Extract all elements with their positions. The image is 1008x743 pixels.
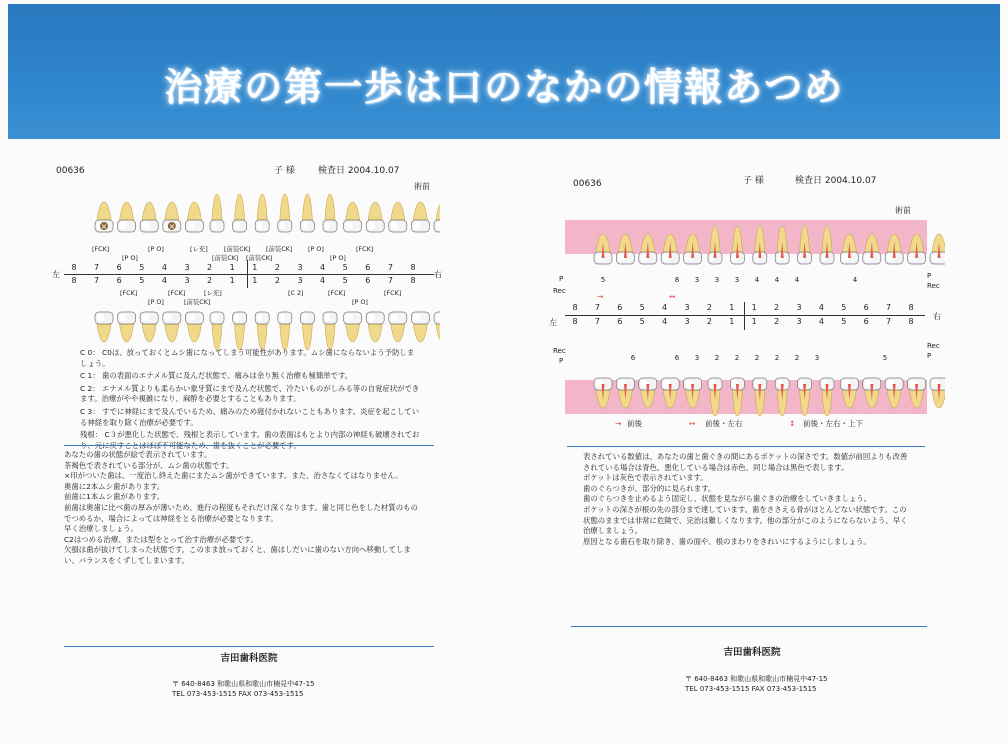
tooth-number: 5 bbox=[639, 317, 645, 326]
tooth-number: 2 bbox=[274, 263, 280, 272]
tooth bbox=[908, 378, 926, 408]
tooth-number: 8 bbox=[410, 276, 416, 285]
tooth bbox=[820, 378, 834, 416]
tooth-number: 6 bbox=[116, 276, 122, 285]
tooth bbox=[278, 194, 292, 232]
divider bbox=[571, 626, 927, 627]
tooth-number: 5 bbox=[139, 276, 145, 285]
tooth-number: 7 bbox=[594, 317, 600, 326]
tooth-number: 7 bbox=[594, 303, 600, 312]
treatment-tag: [レ充] bbox=[190, 245, 208, 253]
pocket-depth: 2 bbox=[794, 354, 800, 362]
tooth-number: 2 bbox=[774, 303, 780, 312]
tooth bbox=[411, 312, 429, 342]
caries-legend bbox=[80, 348, 420, 453]
tooth bbox=[661, 234, 679, 264]
side-right-label: 右 bbox=[434, 270, 442, 279]
pocket-depth: 3 bbox=[734, 276, 740, 284]
tooth-number: 4 bbox=[662, 303, 668, 312]
tooth-number: 5 bbox=[139, 263, 145, 272]
midline-axis bbox=[565, 315, 925, 316]
desc-line: 表されている数値は、あなたの歯と歯ぐきの間にあるポケットの深さです。数値が前回よりも改善されている場合は青色、悪化している場合は赤色、同じ場合は黒色で表します。 bbox=[583, 452, 908, 472]
tooth-number: 1 bbox=[252, 276, 258, 285]
tooth-number: 1 bbox=[729, 317, 735, 326]
tooth-number: 7 bbox=[387, 263, 393, 272]
lower-teeth-illustration bbox=[545, 364, 945, 416]
tooth bbox=[344, 202, 362, 232]
caries-chart-panel bbox=[40, 160, 440, 720]
tooth-number: 5 bbox=[841, 303, 847, 312]
recession-label: Rec bbox=[553, 347, 566, 355]
clinic-phone: TEL 073-453-1515 FAX 073-453-1515 bbox=[172, 690, 304, 698]
arrow-icon: ↔ bbox=[689, 419, 696, 428]
pocket-depth: 6 bbox=[630, 354, 636, 362]
tooth-number: 2 bbox=[706, 303, 712, 312]
header-banner bbox=[8, 4, 1000, 139]
tooth-number: 2 bbox=[207, 263, 213, 272]
treatment-tag: [C 2] bbox=[288, 289, 304, 297]
tooth bbox=[95, 202, 113, 232]
tooth bbox=[594, 234, 612, 264]
tooth bbox=[820, 226, 834, 264]
tooth-number: 4 bbox=[161, 276, 167, 285]
arrow-icon: → bbox=[615, 419, 622, 428]
pocket-depth: 3 bbox=[714, 276, 720, 284]
patient-name: 子 様 bbox=[274, 166, 295, 176]
exam-date: 検査日 2004.10.07 bbox=[318, 166, 400, 176]
tooth-number: 5 bbox=[342, 276, 348, 285]
legend-c1: C 1： 歯の表面のエナメル質に及んだ状態で、痛みは余り無く治療も極簡単です。 bbox=[80, 371, 353, 381]
pocket-depth: 4 bbox=[852, 276, 858, 284]
tooth-number: 7 bbox=[387, 276, 393, 285]
tooth bbox=[140, 312, 158, 342]
tooth-number: 7 bbox=[886, 317, 892, 326]
tooth-number: 6 bbox=[116, 263, 122, 272]
tooth-number: 2 bbox=[706, 317, 712, 326]
tooth-number: 3 bbox=[796, 317, 802, 326]
treatment-tag: [前装CK] bbox=[184, 298, 211, 306]
tooth bbox=[185, 312, 203, 342]
tooth-number: 8 bbox=[572, 303, 578, 312]
tooth-number: 3 bbox=[297, 276, 303, 285]
patient-name: 子 様 bbox=[743, 176, 764, 186]
tooth-number: 4 bbox=[662, 317, 668, 326]
tooth-number: 2 bbox=[274, 276, 280, 285]
tooth bbox=[730, 378, 744, 416]
pocket-depth: 3 bbox=[694, 276, 700, 284]
tooth bbox=[434, 202, 440, 232]
tooth bbox=[389, 312, 407, 342]
tooth-number: 1 bbox=[229, 276, 235, 285]
recession-label: Rec bbox=[927, 282, 940, 290]
tooth-number: 6 bbox=[863, 317, 869, 326]
desc-line: ポケットの深さが根の先の部分まで達しています。歯をささえる骨がほとんどない状態です。この状態のままでは非常に危険で、完治は難しくなります。他の部分がこのようにならないよう、早く治療しましょう。 bbox=[583, 504, 908, 536]
treatment-tag: [FCK] bbox=[168, 289, 186, 297]
tooth bbox=[753, 226, 767, 264]
arrow-icon: ↕ bbox=[789, 419, 796, 428]
recession-label: Rec bbox=[927, 342, 940, 350]
upper-teeth-illustration bbox=[545, 218, 945, 270]
tooth bbox=[708, 226, 722, 264]
desc-line: 早く治療しましょう。 bbox=[64, 524, 138, 534]
tooth bbox=[233, 194, 247, 232]
pocket-depth: 2 bbox=[734, 354, 740, 362]
pocket-depth: 4 bbox=[794, 276, 800, 284]
tooth bbox=[185, 202, 203, 232]
tooth bbox=[684, 378, 702, 408]
treatment-tag: [FCK] bbox=[120, 289, 138, 297]
pocket-depth: 5 bbox=[882, 354, 888, 362]
tooth bbox=[594, 378, 612, 408]
tooth bbox=[366, 312, 384, 342]
tooth-number: 1 bbox=[252, 263, 258, 272]
tooth-number: 3 bbox=[796, 303, 802, 312]
tooth-number: 8 bbox=[908, 303, 914, 312]
tooth-number: 1 bbox=[751, 303, 757, 312]
tooth bbox=[210, 194, 224, 232]
tooth bbox=[840, 378, 858, 408]
tooth bbox=[684, 234, 702, 264]
tooth bbox=[163, 312, 181, 342]
tooth-number: 3 bbox=[184, 263, 190, 272]
probing-label: P bbox=[559, 357, 564, 365]
tooth-number: 1 bbox=[229, 263, 235, 272]
treatment-stage: 術前 bbox=[414, 182, 430, 191]
tooth-number: 6 bbox=[863, 303, 869, 312]
pocket-depth: 3 bbox=[694, 354, 700, 362]
tooth-number: 4 bbox=[320, 276, 326, 285]
tooth-number: 5 bbox=[639, 303, 645, 312]
tooth-number: 5 bbox=[342, 263, 348, 272]
tooth bbox=[639, 234, 657, 264]
tooth-number: 7 bbox=[94, 276, 100, 285]
tooth bbox=[323, 312, 337, 350]
tooth-number: 4 bbox=[161, 263, 167, 272]
treatment-tag: [FCK] bbox=[328, 289, 346, 297]
pocket-depth: 5 bbox=[600, 276, 606, 284]
periodontal-description bbox=[583, 452, 913, 547]
tooth bbox=[389, 202, 407, 232]
tooth bbox=[95, 312, 113, 342]
tooth bbox=[775, 226, 789, 264]
desc-line: 歯のぐらつきが、部分的に見られます。 bbox=[583, 483, 716, 493]
tooth-number: 2 bbox=[207, 276, 213, 285]
tooth bbox=[930, 234, 945, 264]
treatment-stage: 術前 bbox=[895, 206, 911, 215]
pocket-depth: 2 bbox=[774, 354, 780, 362]
tooth bbox=[344, 312, 362, 342]
tooth bbox=[300, 194, 314, 232]
treatment-tag: [P O] bbox=[148, 298, 164, 306]
tooth bbox=[798, 378, 812, 416]
patient-id: 00636 bbox=[573, 179, 602, 189]
tooth bbox=[323, 194, 337, 232]
page-title: 治療の第一歩は口のなかの情報あつめ bbox=[163, 65, 844, 109]
exam-date: 検査日 2004.10.07 bbox=[795, 176, 877, 186]
tooth-number: 6 bbox=[365, 263, 371, 272]
tooth-number: 3 bbox=[684, 317, 690, 326]
tooth-number: 6 bbox=[617, 303, 623, 312]
key-front-back: 前後 bbox=[627, 419, 642, 428]
tooth bbox=[639, 378, 657, 408]
treatment-tag: [FCK] bbox=[384, 289, 402, 297]
tooth-number: 7 bbox=[94, 263, 100, 272]
divider bbox=[567, 446, 925, 447]
tooth bbox=[708, 378, 722, 416]
side-right-label: 右 bbox=[933, 312, 941, 321]
desc-line: 茶褐色で表されている部分が、ムシ歯の状態です。 bbox=[64, 460, 234, 470]
svg-text:×: × bbox=[168, 222, 176, 231]
clinic-phone: TEL 073-453-1515 FAX 073-453-1515 bbox=[685, 685, 817, 693]
svg-text:×: × bbox=[100, 222, 108, 231]
diagnosis-description bbox=[64, 450, 424, 567]
tooth-number: 3 bbox=[684, 303, 690, 312]
tooth bbox=[255, 194, 269, 232]
tooth bbox=[798, 226, 812, 264]
tooth bbox=[233, 312, 247, 350]
tooth-number: 4 bbox=[818, 303, 824, 312]
clinic-address: 〒 640-8463 和歌山県和歌山市楠見中47-15 bbox=[685, 675, 828, 683]
probing-label: P bbox=[927, 272, 932, 280]
treatment-tag: [P O] bbox=[148, 245, 164, 253]
center-divider bbox=[247, 260, 248, 288]
treatment-tag: [前装CK] bbox=[266, 245, 293, 253]
legend-c3: C 3： すでに神経にまで及んでいるため、痛みのため寝付かれないこともあります。炎症を起こしている神経を取り除く治療が必要です。 bbox=[80, 406, 420, 427]
tooth bbox=[863, 378, 881, 408]
recession-label: Rec bbox=[553, 287, 566, 295]
midline-axis bbox=[64, 274, 434, 275]
desc-line: 奥歯に2本ムシ歯があります。 bbox=[64, 481, 165, 491]
treatment-tag: [FCK] bbox=[92, 245, 110, 253]
tooth bbox=[863, 234, 881, 264]
desc-line: 歯のぐらつきを止めるよう固定し、状態を見ながら歯ぐきの治療をしていきましょう。 bbox=[583, 494, 872, 504]
pocket-depth: 8 bbox=[674, 276, 680, 284]
key-front-back-lr-ud: 前後・左右・上下 bbox=[803, 419, 863, 428]
legend-residual-root: 残根： C３が悪化した状態で、残根と表示しています。歯の表面はもとより内部の神経も破壊されてお bbox=[80, 430, 420, 440]
tooth-number: 2 bbox=[774, 317, 780, 326]
tooth-number: 8 bbox=[908, 317, 914, 326]
tooth bbox=[118, 202, 136, 232]
tooth bbox=[616, 234, 634, 264]
patient-id: 00636 bbox=[56, 166, 85, 176]
tooth bbox=[411, 202, 429, 232]
legend-c0: C 0： C0は、放っておくとムシ歯になってしまう可能性があります。ムシ歯にならないよう予防しましょう。 bbox=[80, 348, 415, 368]
tooth bbox=[775, 378, 789, 416]
desc-line: C2はつめる治療、または型をとって治す治療が必要です。 bbox=[64, 534, 258, 544]
mobility-arrow: → bbox=[597, 292, 604, 301]
tooth bbox=[434, 312, 440, 342]
tooth-number: 5 bbox=[841, 317, 847, 326]
treatment-tag: [レ充] bbox=[204, 289, 222, 297]
tooth bbox=[885, 234, 903, 264]
pocket-depth: 4 bbox=[754, 276, 760, 284]
clinic-address: 〒 640-8463 和歌山県和歌山市楠見中47-15 bbox=[172, 680, 315, 688]
periodontal-chart-panel bbox=[545, 160, 945, 720]
tooth bbox=[140, 202, 158, 232]
desc-line: 原因となる歯石を取り除き、歯の面や、根のまわりをきれいにするようにしましょう。 bbox=[583, 536, 871, 546]
key-front-back-lr: 前後・左右 bbox=[705, 419, 743, 428]
tooth-number: 3 bbox=[184, 276, 190, 285]
treatment-tag: [P O] bbox=[122, 254, 138, 262]
side-left-label: 左 bbox=[52, 270, 60, 279]
tooth-number: 6 bbox=[617, 317, 623, 326]
treatment-tag: [P O] bbox=[308, 245, 324, 253]
pocket-depth: 6 bbox=[674, 354, 680, 362]
desc-line: 前歯に1本ムシ歯があります。 bbox=[64, 492, 165, 502]
divider bbox=[64, 445, 434, 446]
tooth-number: 8 bbox=[71, 263, 77, 272]
tooth-number: 1 bbox=[729, 303, 735, 312]
tooth-number: 3 bbox=[297, 263, 303, 272]
treatment-tag: [P O] bbox=[330, 254, 346, 262]
upper-teeth-illustration bbox=[40, 194, 440, 238]
tooth-number: 1 bbox=[751, 317, 757, 326]
treatment-tag: [P O] bbox=[352, 298, 368, 306]
center-divider bbox=[744, 302, 745, 330]
legend-c2: C 2： エナメル質よりも柔らかい象牙質にまで及んだ状態で、冷たいものがしみる等の自覚症状ができます。治療がやや複雑になり、麻酔を必要とすることもあります。 bbox=[80, 383, 420, 404]
tooth bbox=[163, 202, 181, 232]
tooth bbox=[255, 312, 269, 350]
tooth-number: 8 bbox=[71, 276, 77, 285]
tooth-number: 8 bbox=[572, 317, 578, 326]
desc-line: ポケットは灰色で表示されています。 bbox=[583, 473, 708, 483]
mobility-arrow: ↔ bbox=[669, 292, 676, 301]
tooth-number: 4 bbox=[320, 263, 326, 272]
pocket-depth: 3 bbox=[814, 354, 820, 362]
clinic-name: 吉田歯科医院 bbox=[220, 653, 278, 664]
desc-line: あなたの歯の状態が絵で表示されています。 bbox=[64, 450, 212, 459]
tooth bbox=[661, 378, 679, 408]
probing-label: P bbox=[927, 352, 932, 360]
pocket-depth: 2 bbox=[754, 354, 760, 362]
tooth bbox=[730, 226, 744, 264]
desc-line: 前歯は奥歯に比べ歯の厚みが薄いため、進行の程度もそれだけ深くなります。歯と同じ色をした材質のものでつめるか、場合によっては神経をとる治療が必要となります。 bbox=[64, 502, 418, 523]
probing-label: P bbox=[559, 275, 564, 283]
clinic-name: 吉田歯科医院 bbox=[723, 647, 781, 658]
tooth bbox=[885, 378, 903, 408]
tooth-number: 7 bbox=[886, 303, 892, 312]
pocket-depth: 2 bbox=[714, 354, 720, 362]
tooth bbox=[210, 312, 224, 350]
tooth bbox=[616, 378, 634, 408]
treatment-tag: [FCK] bbox=[356, 245, 374, 253]
tooth bbox=[118, 312, 136, 342]
tooth-number: 8 bbox=[410, 263, 416, 272]
tooth bbox=[300, 312, 314, 350]
tooth bbox=[840, 234, 858, 264]
desc-line: ×印がついた歯は、一度治し終えた歯にまたムシ歯ができています。また、治さなくてはなりません。 bbox=[64, 471, 403, 481]
treatment-tag: [前装CK] bbox=[212, 254, 239, 262]
treatment-tag: [前装CK] bbox=[224, 245, 251, 253]
desc-line: 欠損は歯が抜けてしまった状態です。このまま放っておくと、歯はしだいに歯のない方向へ移動してしまい、バランスをくずしてしまいます。 bbox=[64, 545, 411, 565]
tooth bbox=[366, 202, 384, 232]
tooth bbox=[930, 378, 945, 408]
tooth-number: 4 bbox=[818, 317, 824, 326]
divider bbox=[64, 646, 434, 647]
side-left-label: 左 bbox=[549, 318, 557, 327]
pocket-depth: 4 bbox=[774, 276, 780, 284]
treatment-tag: [前装CK] bbox=[246, 254, 273, 262]
tooth bbox=[753, 378, 767, 416]
tooth-number: 6 bbox=[365, 276, 371, 285]
tooth bbox=[278, 312, 292, 350]
tooth bbox=[908, 234, 926, 264]
